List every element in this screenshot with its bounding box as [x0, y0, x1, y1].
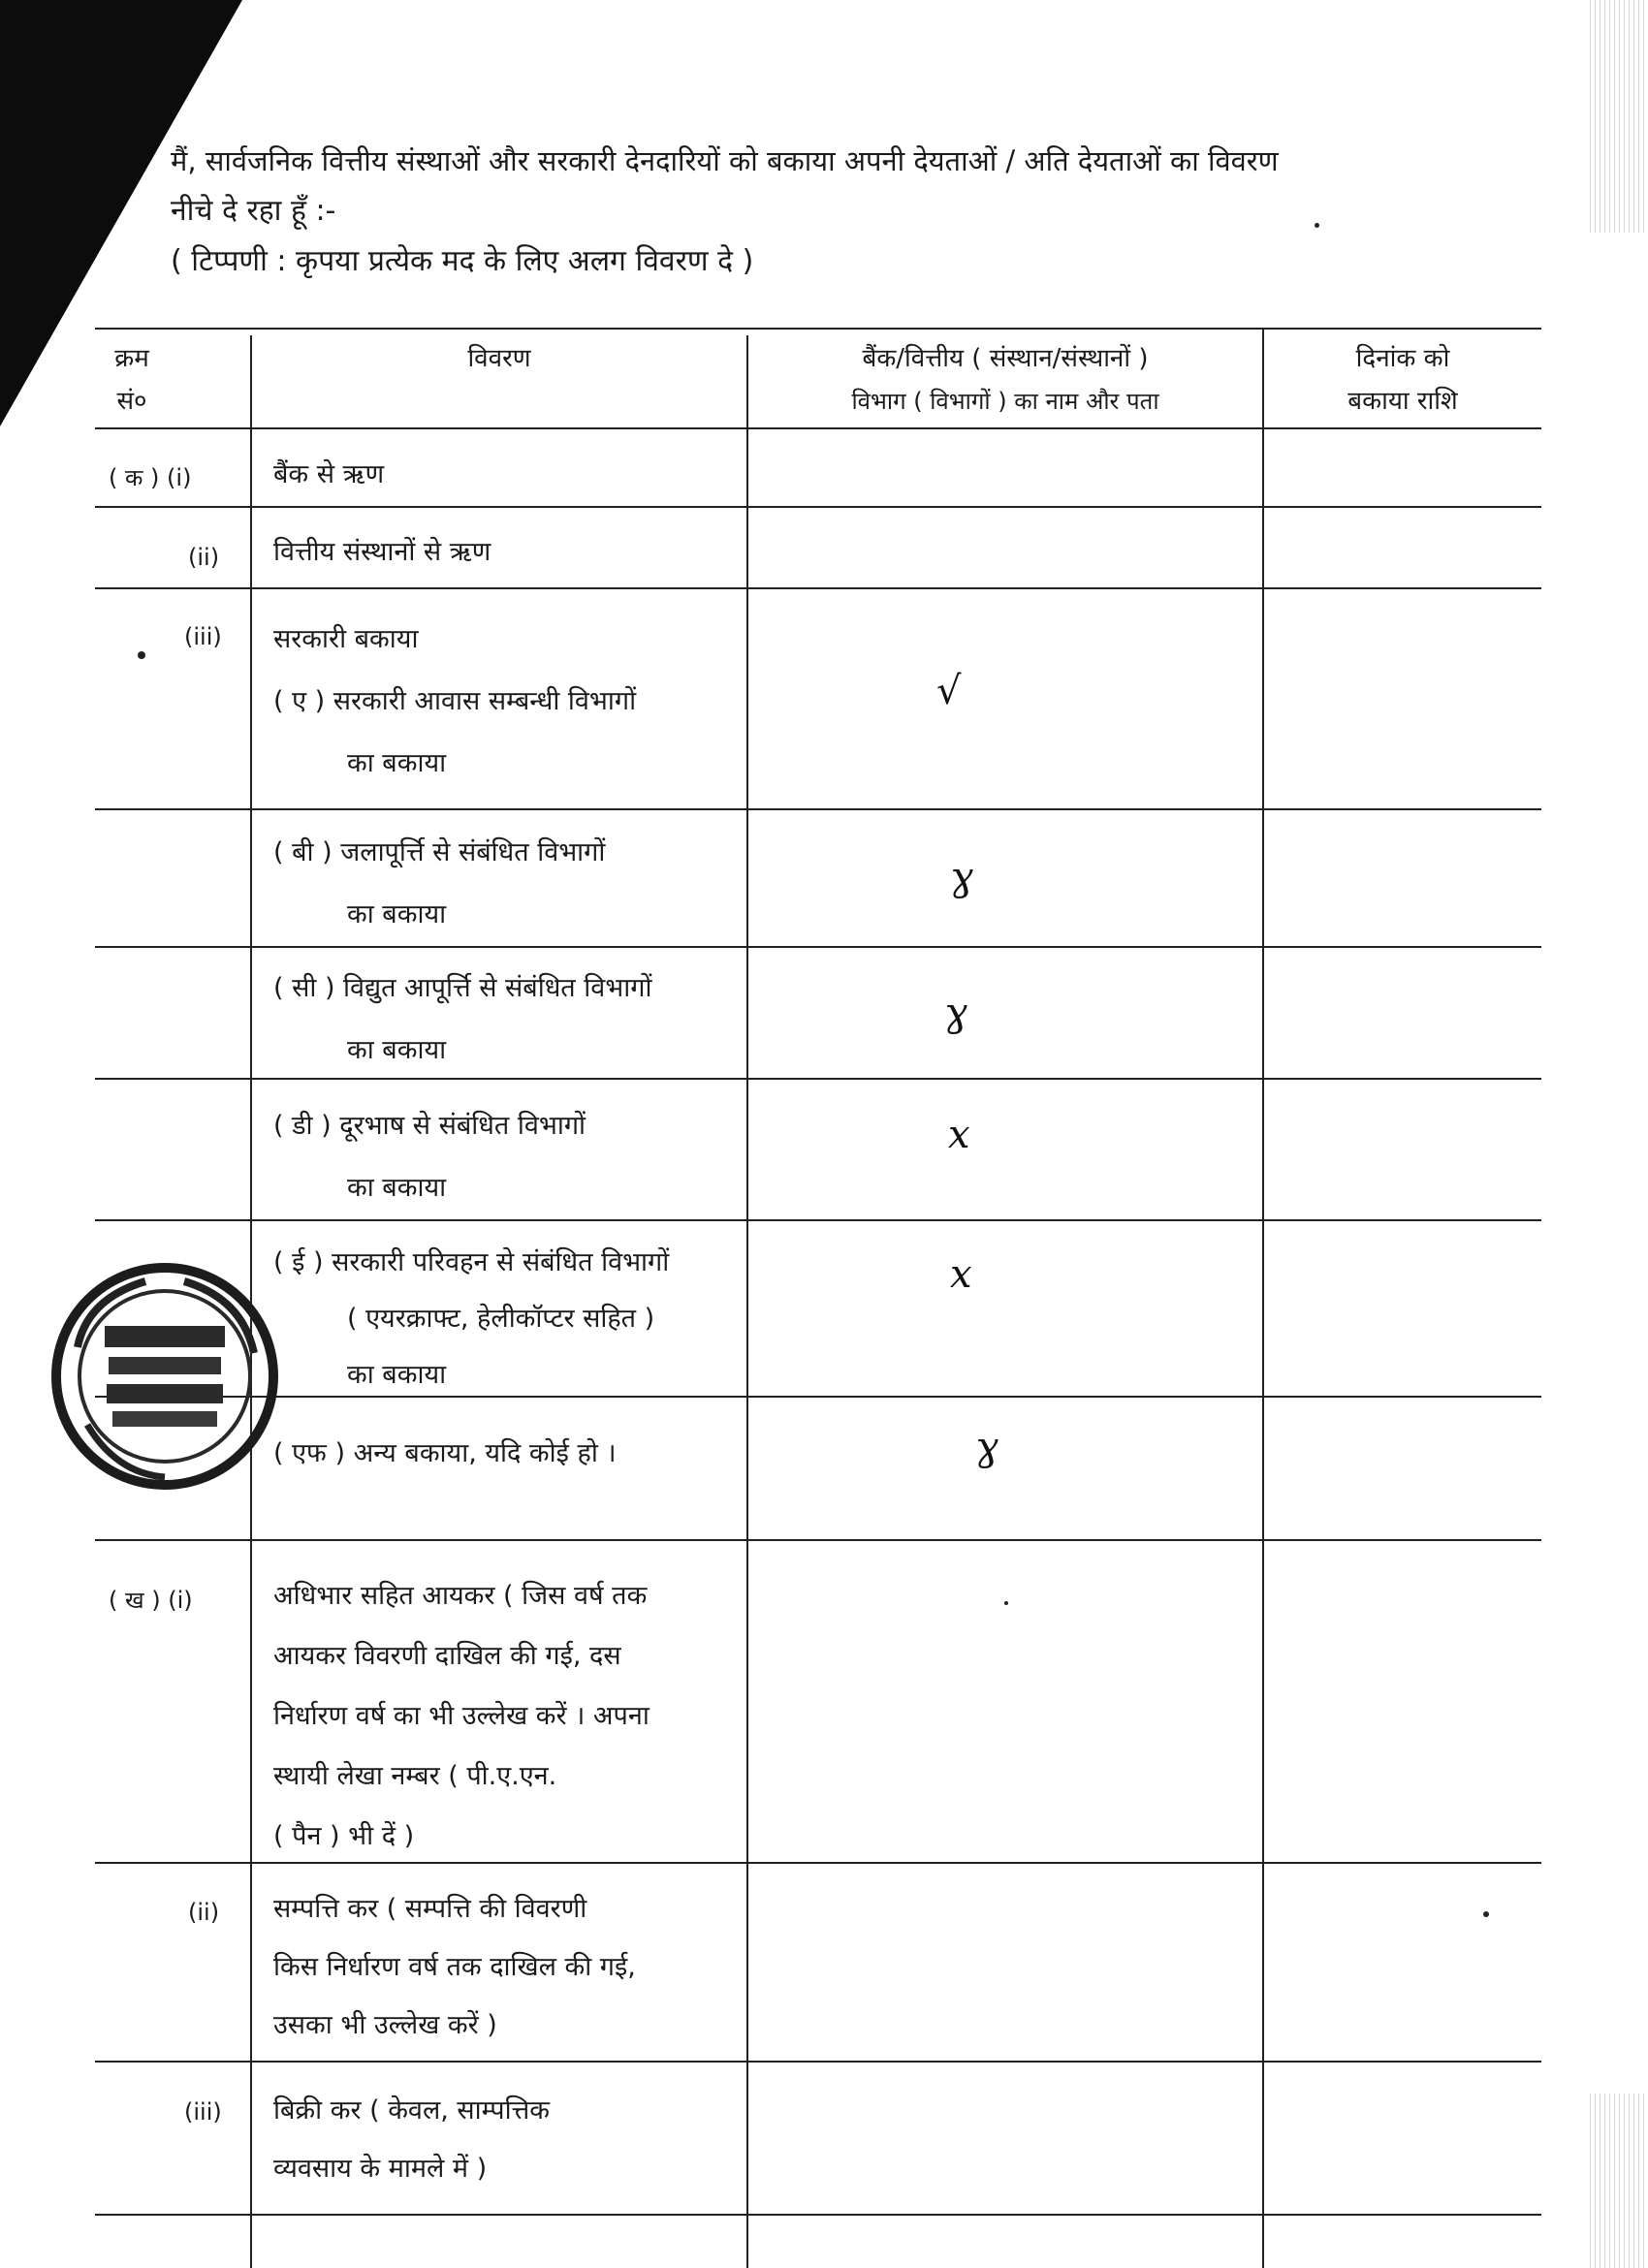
- intro-line-1: मैं, सार्वजनिक वित्तीय संस्थाओं और सरकारी देनदारियों को बकाया अपनी देयताओं / अति देयताओं का विवरण: [171, 144, 1279, 177]
- seal-band: [109, 1357, 221, 1374]
- header-amount-line-2: बकाया राशि: [1347, 387, 1458, 416]
- row-details: [273, 2082, 550, 2198]
- row-rule: [95, 946, 1541, 948]
- header-details: [252, 337, 746, 380]
- row-detail-line: बिक्री कर ( केवल, साम्पत्तिक: [273, 2095, 550, 2126]
- row-detail-line: का बकाया: [347, 899, 447, 929]
- handwritten-tick: √: [936, 669, 962, 713]
- scan-speck: [1004, 1601, 1008, 1605]
- row-detail-line: सम्पत्ति कर ( सम्पत्ति की विवरणी: [273, 1894, 587, 1924]
- row-rule: [95, 1219, 1541, 1221]
- scan-speck: [138, 651, 145, 659]
- official-seal: [48, 1260, 281, 1493]
- row-serial: ( क ) (i): [109, 464, 192, 491]
- row-rule: [95, 587, 1541, 589]
- column-rule: [1262, 330, 1264, 2268]
- row-detail-line: का बकाया: [347, 748, 447, 778]
- handwritten-cross: x: [950, 1252, 972, 1297]
- seal-band: [107, 1384, 223, 1403]
- row-detail-line: ( ई ) सरकारी परिवहन से संबंधित विभागों: [273, 1247, 670, 1277]
- row-detail-line: ( पैन ) भी दें ): [273, 1821, 415, 1851]
- seal-outer-ring: [56, 1268, 273, 1485]
- row-rule: [95, 808, 1541, 810]
- row-details: [273, 958, 651, 1082]
- handwritten-mark: ɣ: [950, 855, 973, 899]
- row-detail-line: ( डी ) दूरभाष से संबंधित विभागों: [273, 1111, 586, 1141]
- row-details: [273, 1566, 650, 1867]
- row-detail-line: ( एयरक्राफ्ट, हेलीकॉप्टर सहित ): [347, 1304, 655, 1334]
- header-bank: [748, 337, 1262, 423]
- header-serial-line-1: क्रम: [114, 344, 149, 373]
- header-amount: [1264, 337, 1541, 423]
- header-serial-line-2: सं०: [116, 387, 147, 416]
- row-detail-line: सरकारी बकाया: [273, 624, 419, 654]
- row-rule: [95, 506, 1541, 508]
- header-bank-line-1: बैंक/वित्तीय ( संस्थान/संस्थानों ): [862, 344, 1149, 373]
- row-detail-line: का बकाया: [347, 1360, 447, 1390]
- row-details: [273, 529, 491, 575]
- row-detail-line: निर्धारण वर्ष का भी उल्लेख करें । अपना: [273, 1701, 650, 1731]
- column-rule: [746, 335, 748, 2268]
- row-detail-line: व्यवसाय के मामले में ): [273, 2154, 488, 2184]
- row-detail-line: ( एफ ) अन्य बकाया, यदि कोई हो ।: [273, 1438, 617, 1468]
- seal-inner-ring: [79, 1291, 250, 1462]
- row-detail-line: स्थायी लेखा नम्बर ( पी.ए.एन.: [273, 1761, 557, 1791]
- scan-edge-grain: [1590, 2094, 1648, 2268]
- handwritten-mark: ɣ: [944, 991, 967, 1035]
- row-details: [273, 609, 636, 795]
- row-detail-line: अधिभार सहित आयकर ( जिस वर्ष तक: [273, 1581, 648, 1611]
- row-rule: [95, 2214, 1541, 2216]
- row-detail-line: ( बी ) जलापूर्त्ति से संबंधित विभागों: [273, 837, 606, 867]
- row-details: [273, 452, 384, 497]
- header-bottom-rule: [95, 427, 1541, 429]
- row-detail-line: आयकर विवरणी दाखिल की गई, दस: [273, 1641, 621, 1671]
- row-serial: (ii): [188, 544, 220, 571]
- row-serial: ( ख ) (i): [109, 1587, 193, 1614]
- row-detail-line: वित्तीय संस्थानों से ऋण: [273, 537, 491, 567]
- row-details: [273, 1880, 636, 2055]
- row-details: [273, 1431, 617, 1476]
- row-detail-line: बैंक से ऋण: [273, 459, 385, 489]
- seal-band: [112, 1411, 217, 1427]
- handwritten-cross: x: [948, 1113, 970, 1157]
- scan-speck: [1315, 223, 1319, 228]
- handwritten-mark: ɣ: [975, 1425, 998, 1469]
- header-bank-line-2: विभाग ( विभागों ) का नाम और पता: [851, 388, 1159, 415]
- scan-speck: [1483, 1911, 1489, 1917]
- intro-line-2: नीचे दे रहा हूँ :-: [171, 194, 336, 228]
- seal-band: [105, 1326, 225, 1347]
- row-detail-line: का बकाया: [347, 1035, 447, 1065]
- row-rule: [95, 2061, 1541, 2063]
- row-details: [273, 822, 605, 946]
- header-serial: [95, 337, 169, 423]
- row-detail-line: ( ए ) सरकारी आवास सम्बन्धी विभागों: [273, 686, 637, 716]
- row-detail-line: ( सी ) विद्युत आपूर्त्ति से संबंधित विभागों: [273, 973, 652, 1003]
- row-details: [273, 1095, 586, 1219]
- row-serial: (ii): [188, 1899, 220, 1926]
- row-detail-line: किस निर्धारण वर्ष तक दाखिल की गई,: [273, 1952, 636, 1982]
- intro-text: [171, 136, 1547, 287]
- row-serial: (iii): [184, 2098, 222, 2126]
- row-serial: (iii): [184, 623, 222, 650]
- header-amount-line-1: दिनांक को: [1355, 344, 1450, 373]
- intro-note: ( टिप्पणी : कृपया प्रत्येक मद के लिए अलग विवरण दे ): [171, 244, 754, 278]
- header-details-label: विवरण: [467, 344, 531, 373]
- row-details: [273, 1235, 669, 1403]
- row-detail-line: उसका भी उल्लेख करें ): [273, 2010, 497, 2040]
- row-rule: [95, 1539, 1541, 1541]
- table-top-rule: [95, 328, 1541, 330]
- scan-edge-grain: [1590, 0, 1648, 233]
- row-detail-line: का बकाया: [347, 1173, 447, 1203]
